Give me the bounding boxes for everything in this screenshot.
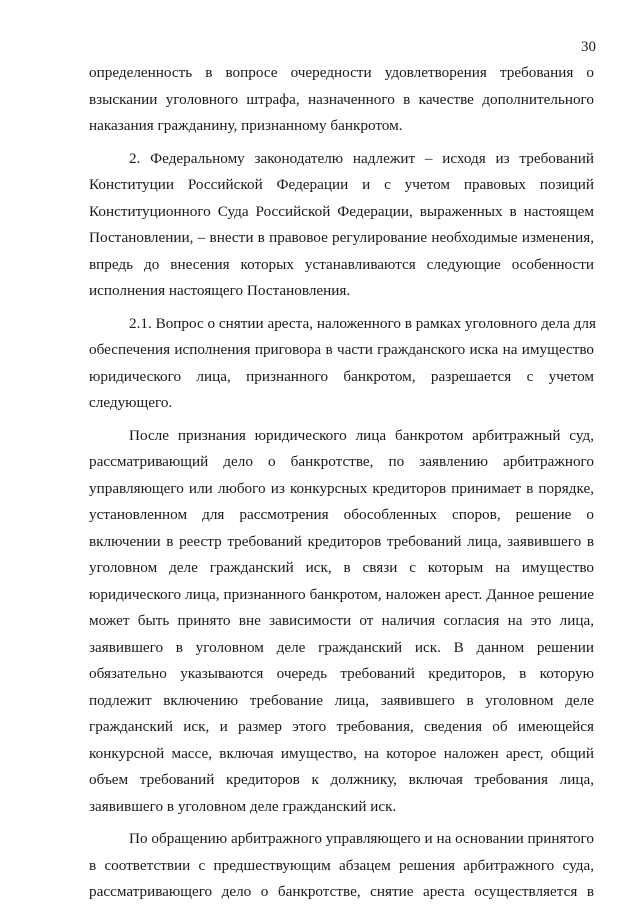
text-line: обеспечения исполнения приговора в части гражданского иска на имущество (89, 341, 594, 358)
paragraph-continuation (89, 60, 594, 140)
text-line: 2. Федеральному законодателю надлежит – исходя из требований (129, 149, 594, 167)
text-line: в соответствии с предшествующим абзацем решения арбитражного суда, (89, 856, 594, 874)
text-line: уголовном деле гражданский иск, в связи с которым на имущество (89, 559, 594, 576)
text-line: Конституционного Суда Российской Федерации, выраженных в настоящем (89, 202, 594, 220)
text-line: После признания юридического лица банкротом арбитражный суд, (129, 426, 594, 444)
text-line: может быть принято вне зависимости от наличия согласия на это лица, (89, 612, 594, 629)
text-line: взыскании уголовного штрафа, назначенного в качестве дополнительного (89, 90, 594, 108)
text-line: Конституции Российской Федерации и с учетом правовых позиций (89, 176, 594, 193)
text-line: определенность в вопросе очередности удовлетворения требования о (89, 64, 594, 81)
text-line: юридического лица, признанного банкротом, наложен арест. Данное решение (89, 585, 594, 603)
text-line: наказания гражданину, признанному банкротом. (89, 117, 403, 134)
text-line: заявившего в уголовном деле гражданский иск. В данном решении (89, 638, 594, 656)
paragraph-item-2 (89, 146, 594, 305)
text-line: подлежит включению требование лица, заявившего в уголовном деле (89, 691, 594, 709)
text-line: управляющего или любого из конкурсных кредиторов принимает в порядке, (89, 479, 594, 497)
text-line: Постановлении, – внести в правовое регулирование необходимые изменения, (89, 229, 594, 246)
paragraph-bankruptcy-procedure (89, 423, 594, 821)
text-line: включении в реестр требований кредиторов требований лица, заявившего в (89, 532, 594, 550)
text-line: рассматривающий дело о банкротстве, по заявлению арбитражного (89, 453, 594, 470)
text-line: заявившего в уголовном деле гражданский иск. (89, 797, 397, 815)
text-line: По обращению арбитражного управляющего и на основании принятого (129, 830, 594, 847)
text-line: обязательно указываются очередь требований кредиторов, в которую (89, 665, 594, 682)
text-line: впредь до внесения которых устанавливаются следующие особенности (89, 255, 594, 273)
paragraph-arrest-removal (89, 826, 594, 906)
text-line: гражданский иск, и размер этого требования, сведения об имеющейся (89, 718, 594, 735)
text-line: объем требований кредиторов к должнику, включая требования лица, (89, 771, 594, 788)
text-line: исполнения настоящего Постановления. (89, 282, 351, 299)
text-line: рассматривающего дело о банкротстве, снятие ареста осуществляется в (89, 883, 594, 900)
text-line: следующего. (89, 394, 173, 411)
text-line: 2.1. Вопрос о снятии ареста, наложенного в рамках уголовного дела для (129, 314, 596, 332)
text-line: установленном для рассмотрения обособленных споров, решение о (89, 506, 594, 523)
document-body (89, 60, 594, 906)
paragraph-item-2-1 (89, 311, 594, 417)
page-number: 30 (581, 39, 596, 55)
text-line: юридического лица, признанного банкротом, разрешается с учетом (89, 367, 594, 385)
text-line: конкурсной массе, включая имущество, на которое наложен арест, общий (89, 744, 594, 762)
